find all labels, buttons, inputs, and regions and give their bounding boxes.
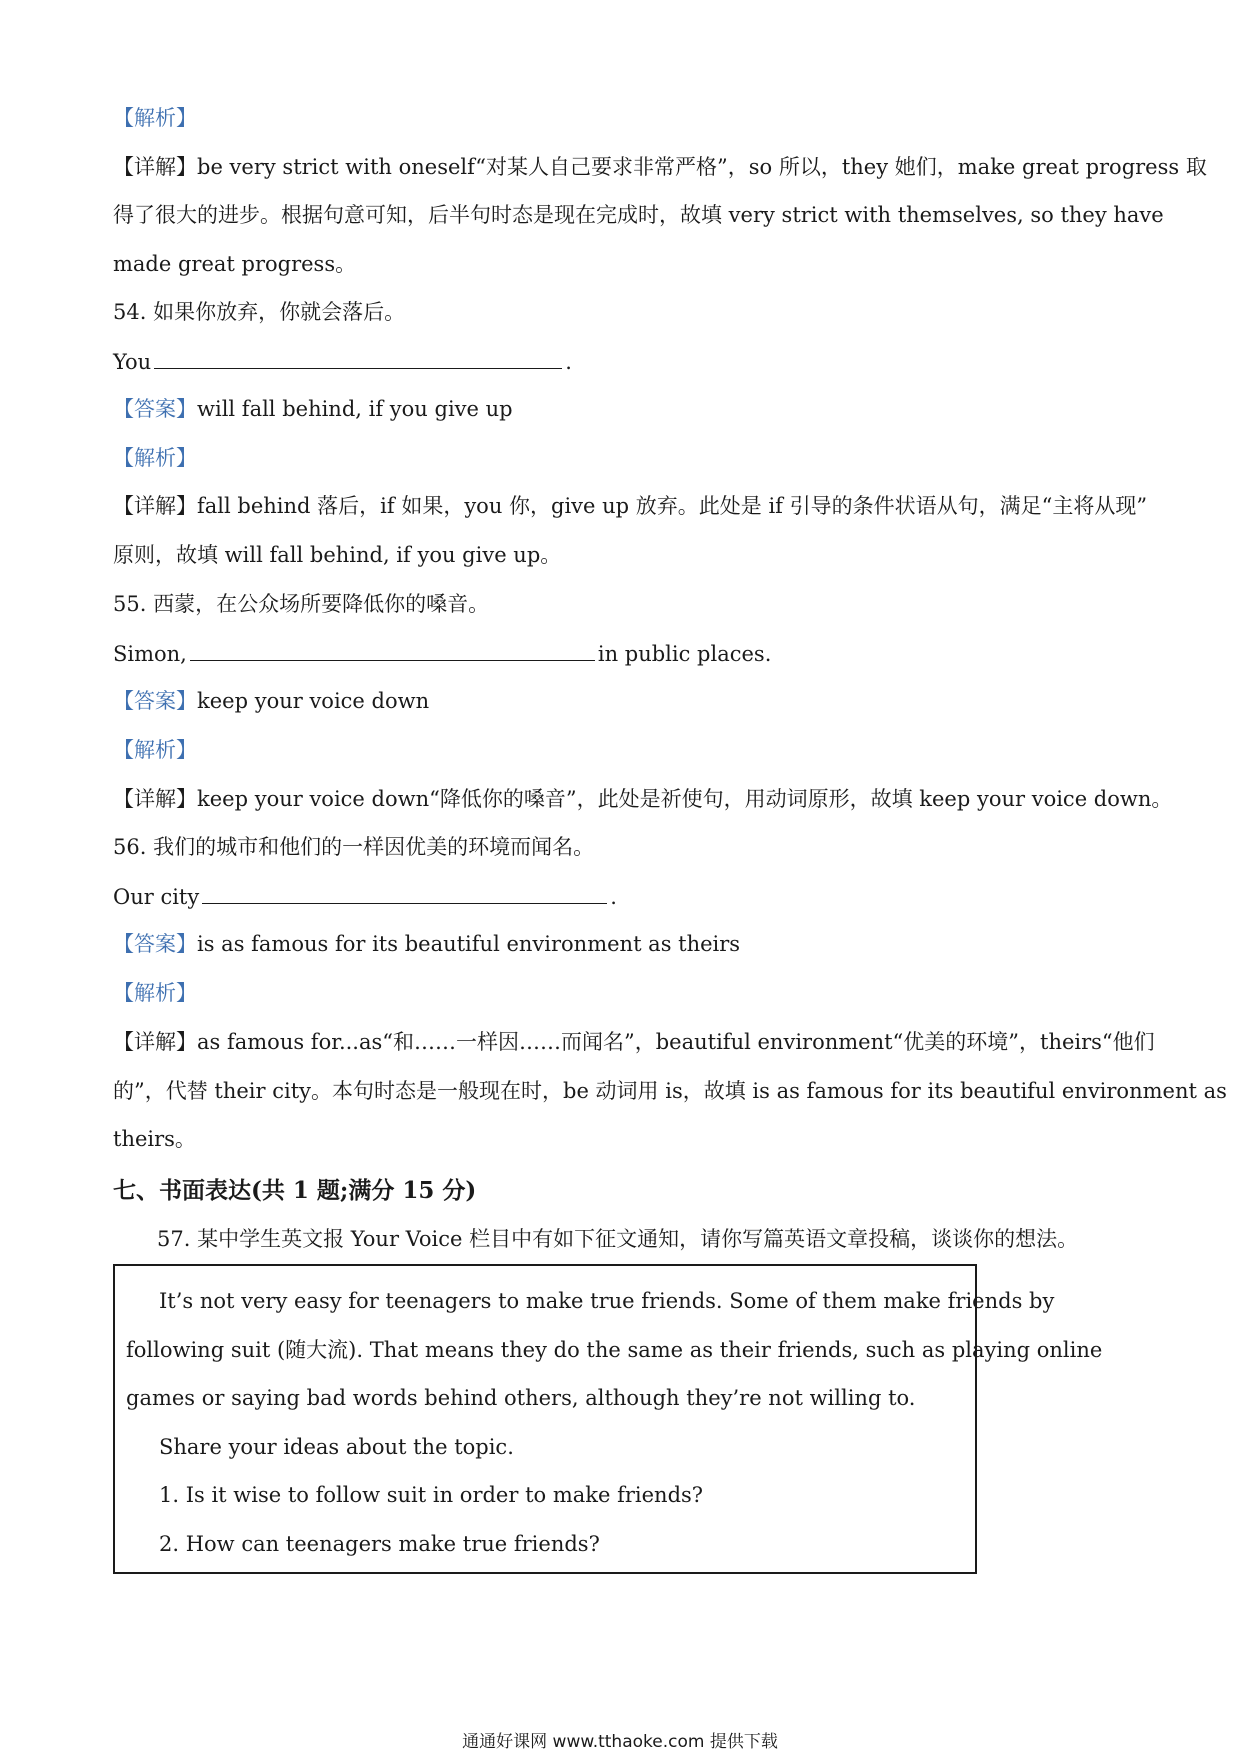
- q56-detail-line-3: theirs。: [113, 1127, 196, 1151]
- q55-detail-line-1: [113, 784, 1173, 814]
- q56-detail-text-1: as famous for...as“和……一样因……而闻名”，beautiful environment“优美的环境”，theirs“他们: [197, 1030, 1155, 1054]
- q54-prompt-before: You: [113, 350, 152, 374]
- box-line-4: Share your ideas about the topic.: [159, 1435, 514, 1459]
- box-line-2: following suit (随大流). That means they do the same as their friends, such as playing online: [126, 1338, 1103, 1362]
- q53-detail-text-1: be very strict with oneself“对某人自己要求非常严格”，so 所以，they 她们，make great progress 取: [197, 155, 1207, 179]
- q54-detail-label: 【详解】: [113, 494, 197, 518]
- q54-answer-blank: [154, 346, 562, 369]
- q55-prompt-after: in public places.: [597, 642, 772, 666]
- q56-answer-label: 【答案】: [113, 932, 197, 956]
- q55-analysis-label: 【解析】: [113, 738, 197, 762]
- q56-detail-label: 【详解】: [113, 1030, 197, 1054]
- q53-detail-line-1: [113, 152, 1207, 182]
- box-line-1: It’s not very easy for teenagers to make true friends. Some of them make friends by: [159, 1289, 1055, 1313]
- q56-prompt: [113, 881, 1140, 912]
- q54-detail-text-1: fall behind 落后，if 如果，you 你，give up 放弃。此处是 if 引导的条件状语从句，满足“主将从现”: [197, 494, 1148, 518]
- q53-detail-label: 【详解】: [113, 155, 197, 179]
- q55-answer-text: keep your voice down: [197, 689, 430, 713]
- q56-answer-line: [113, 929, 1140, 959]
- q55-detail-label: 【详解】: [113, 787, 197, 811]
- q54-question: 54. 如果你放弃，你就会落后。: [113, 300, 406, 324]
- page-footer: 通通好课网 www.tthaoke.com 提供下载: [462, 1732, 778, 1752]
- q57-intro: 57. 某中学生英文报 Your Voice 栏目中有如下征文通知，请你写篇英语文章投稿，谈谈你的想法。: [157, 1227, 1079, 1251]
- box-line-3: games or saying bad words behind others, although they’re not willing to.: [126, 1386, 916, 1410]
- essay-prompt-box: [113, 1264, 1103, 1574]
- q54-detail-line-1: [113, 491, 1148, 521]
- q55-prompt-before: Simon,: [113, 642, 187, 666]
- q55-answer-label: 【答案】: [113, 689, 197, 713]
- q56-detail-line-2: 的”，代替 their city。本句时态是一般现在时，be 动词用 is，故填 is as famous for its beautiful environment as: [113, 1079, 1227, 1103]
- q55-detail-text-1: keep your voice down“降低你的嗓音”，此处是祈使句，用动词原形，故填 keep your voice down。: [197, 787, 1173, 811]
- box-question-1: 1. Is it wise to follow suit in order to make friends?: [159, 1483, 704, 1507]
- q56-analysis-label: 【解析】: [113, 981, 197, 1005]
- q54-analysis-label: 【解析】: [113, 446, 197, 470]
- q56-answer-text: is as famous for its beautiful environment as theirs: [197, 932, 741, 956]
- q54-prompt: [113, 346, 1140, 377]
- q54-prompt-after: .: [565, 350, 572, 374]
- box-question-2: 2. How can teenagers make true friends?: [159, 1532, 600, 1556]
- q53-detail-line-3: made great progress。: [113, 252, 357, 276]
- q56-prompt-after: .: [610, 885, 617, 909]
- q55-answer-line: [113, 686, 1140, 716]
- q54-answer-text: will fall behind, if you give up: [197, 397, 513, 421]
- q54-answer-line: [113, 394, 1140, 424]
- q55-answer-blank: [190, 638, 595, 661]
- q56-detail-line-1: [113, 1027, 1155, 1057]
- q56-prompt-before: Our city: [113, 885, 200, 909]
- q56-question: 56. 我们的城市和他们的一样因优美的环境而闻名。: [113, 835, 595, 859]
- q55-question: 55. 西蒙，在公众场所要降低你的嗓音。: [113, 592, 490, 616]
- q55-prompt: [113, 638, 1140, 669]
- q53-detail-line-2: 得了很大的进步。根据句意可知，后半句时态是现在完成时，故填 very strict with themselves, so they have: [113, 203, 1164, 227]
- q53-analysis-label: 【解析】: [113, 106, 197, 130]
- q54-answer-label: 【答案】: [113, 397, 197, 421]
- q54-detail-line-2: 原则，故填 will fall behind, if you give up。: [113, 543, 562, 567]
- q56-answer-blank: [202, 881, 607, 904]
- section-heading-writing: 七、书面表达(共 1 题;满分 15 分): [113, 1177, 477, 1204]
